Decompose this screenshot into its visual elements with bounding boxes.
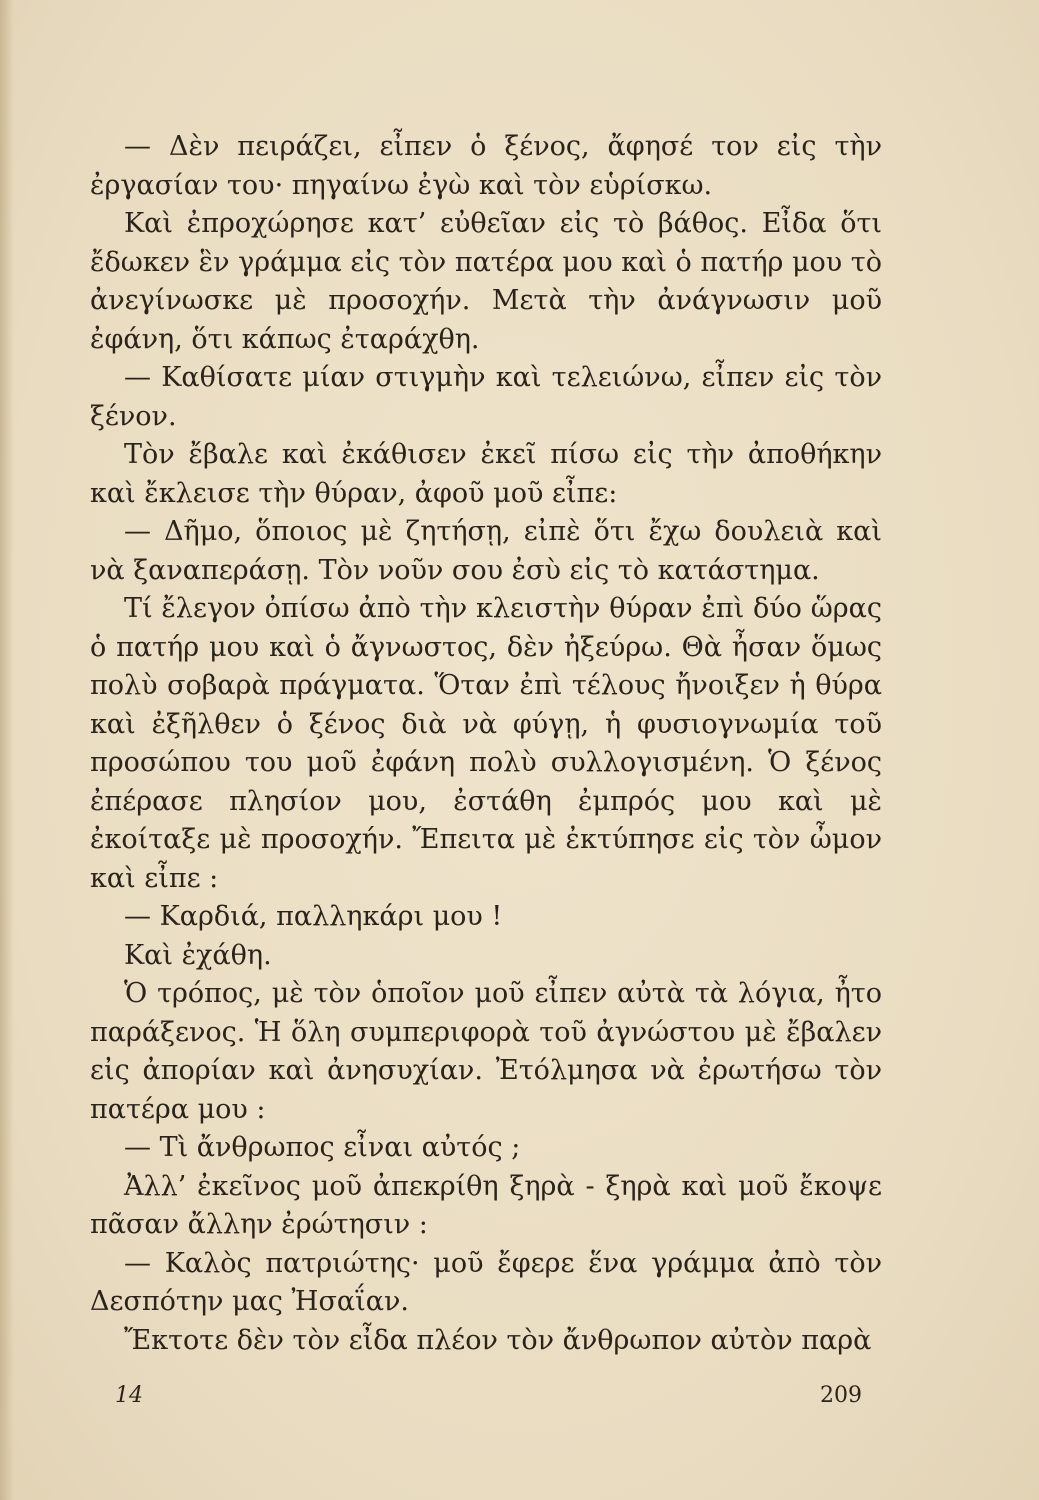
paragraph-3: — Καθίσατε μίαν στιγμὴν καὶ τελειώνω, εἶπεν εἰς τὸν ξένον.	[90, 362, 882, 432]
paragraph-6: Τί ἔλεγον ὀπίσω ἀπὸ τὴν κλειστὴν θύραν ἐπὶ δύο ὥρας ὁ πατήρ μου καὶ ὁ ἄγνωστος, δὲν ἠξεύρω. Θὰ ἦσαν ὅμως πολὺ σοβαρὰ πράγματα. Ὅταν ἐπὶ τέλους ἤνοιξεν ἡ θύρα καὶ ἐξῆλθεν ὁ ξένος διὰ νὰ φύγῃ, ἡ φυσιογνωμία τοῦ προσώπου του μοῦ ἐφάνη πολὺ συλλογισμένη. Ὁ ξένος ἐπέρασε πλησίον μου, ἐστάθη ἐμπρός μου καὶ μὲ ἐκοίταξε μὲ προσοχήν. Ἔπειτα μὲ ἐκτύπησε εἰς τὸν ὦμον καὶ εἶπε :	[90, 593, 882, 894]
paragraph-5: — Δῆμο, ὅποιος μὲ ζητήσῃ, εἰπὲ ὅτι ἔχω δουλειὰ καὶ νὰ ξαναπεράσῃ. Τὸν νοῦν σου ἐσὺ εἰς τὸ κατάστημα.	[90, 516, 882, 586]
paragraph-10: — Τὶ ἄνθρωπος εἶναι αὐτός ;	[124, 1132, 521, 1163]
binding-shadow	[0, 0, 14, 1500]
signature-mark: 14	[115, 1383, 143, 1408]
paragraph-11: Ἀλλ’ ἐκεῖνος μοῦ ἀπεκρίθη ξηρὰ - ξηρὰ καὶ μοῦ ἔκοψε πᾶσαν ἄλλην ἐρώτησιν :	[90, 1170, 882, 1240]
paragraph-13: Ἔκτοτε δὲν τὸν εἶδα πλέον τὸν ἄνθρωπον αὐτὸν παρὰ	[124, 1324, 872, 1356]
paragraph-1: — Δὲν πειράζει, εἶπεν ὁ ξένος, ἄφησέ τον εἰς τὴν ἐργασίαν του· πηγαίνω ἐγὼ καὶ τὸν εὑρίσκω.	[90, 131, 882, 201]
paragraph-2: Καὶ ἐπροχώρησε κατ’ εὐθεῖαν εἰς τὸ βάθος. Εἶδα ὅτι ἔδωκεν ἓν γράμμα εἰς τὸν πατέρα μου καὶ ὁ πατήρ μου τὸ ἀνεγίνωσκε μὲ προσοχήν. Μετὰ τὴν ἀνάγνωσιν μοῦ ἐφάνη, ὅτι κάπως ἐταράχθη.	[90, 208, 882, 355]
paragraph-12: — Καλὸς πατριώτης· μοῦ ἔφερε ἕνα γράμμα ἀπὸ τὸν Δεσπότην μας Ἠσαΐαν.	[90, 1247, 882, 1317]
paragraph-7: — Καρδιά, παλληκάρι μου !	[124, 901, 503, 932]
paragraph-9: Ὁ τρόπος, μὲ τὸν ὁποῖον μοῦ εἶπεν αὐτὰ τὰ λόγια, ἦτο παράξενος. Ἡ ὅλη συμπεριφορὰ τοῦ ἀγνώστου μὲ ἔβαλεν εἰς ἀπορίαν καὶ ἀνησυχίαν. Ἐτόλμησα νὰ ἐρωτήσω τὸν πατέρα μου :	[90, 978, 882, 1125]
paragraph-8: Καὶ ἐχάθη.	[124, 939, 272, 971]
paragraph-4: Τὸν ἔβαλε καὶ ἐκάθισεν ἐκεῖ πίσω εἰς τὴν ἀποθήκην καὶ ἔκλεισε τὴν θύραν, ἀφοῦ μοῦ εἶπε:	[90, 439, 882, 509]
page-number: 209	[820, 1383, 862, 1408]
body-text	[90, 128, 882, 1360]
